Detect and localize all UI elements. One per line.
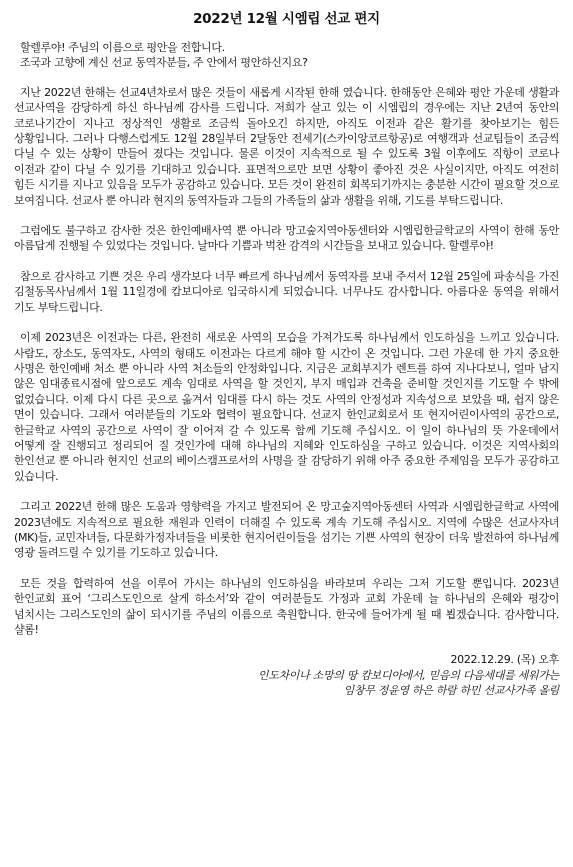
paragraph-center-and-school: 그리고 2022년 한해 많은 도움과 영향력을 가지고 발전되어 온 망고숲지역아동센터 사역과 시엠립한글학교 사역에 2023년에도 지속적으로 필요한 재원과 인력이 더해질 수 있도록 계속 기도해 주십시오. 지역에 수많은 선교사자녀(MK)들, 교민자녀들, 다문화가정자녀들을 비롯한 현지어린이들을 섬기는 기쁜 사역의 현장이 더욱 발전하여 하나님께 영광 돌려드릴 수 있기를 기도하고 있습니다. (14, 500, 559, 560)
signature-block (14, 652, 559, 698)
greeting-line: 조국과 고향에 계신 선교 동역자분들, 주 안에서 평안하신지요? (20, 56, 308, 70)
letter-title: 2022년 12월 시엠립 선교 편지 (193, 11, 380, 27)
signature-line: 인도차이나 소망의 땅 캄보디아에서, 믿음의 다음세대를 세워가는 (257, 668, 559, 682)
paragraph-year-review: 지난 2022년 한해는 선교4년차로서 많은 것들이 새롭게 시작된 한해 였습니다. 한해동안 은혜와 평안 가운데 생활과 선교사역을 감당하게 하신 하나님께 감사를 드립니다. 저희가 살고 있는 이 시엠립의 경우에는 지난 2년여 동안의 코로나기간이 지나고 정상적인 생활로 조금씩 돌아오긴 하지만, 아직도 이전과 같은 활기를 찾아보기는 힘든 상황입니다. 그러나 다행스럽게도 12월 28일부터 2달동안 전세기(스카이앙코르항공)로 여행객과 선교팀들이 조금씩 다닐 수 있는 상황이 만들어 졌다는 것입니다. 물론 이것이 지속적으로 될 수 있도록 3월 이후에도 직항이 코로나 이전과 같이 다닐 수 있기를 기대하고 있습니다. 표면적으로만 보면 상황이 좋아진 것은 사실이지만, 아직도 여전히 힘든 시기를 지나고 있음을 모두가 공감하고 있습니다. 모든 것이 완전히 회복되기까지는 충분한 시간이 필요할 것으로 보여집니다. 선교사 뿐 아니라 현지의 동역자들과 그들의 가족들의 삶과 생활을 위해, 기도를 부탁드립니다. (14, 85, 559, 207)
paragraph-2023-vision: 이제 2023년은 이전과는 다른, 완전히 새로운 사역의 모습을 가져가도록 하나님께서 인도하심을 느끼고 있습니다. 사람도, 장소도, 동역자도, 사역의 형태도 이전과는 다르게 해야 할 시간이 온 것입니다. 그런 가운데 한 가지 중요한 사명은 한인예배 처소 뿐 아니라 사역 처소들의 안정화입니다. 지금은 교회부지가 렌트를 하여 지나다보니, 얼마 남지 않은 임대종료시점에 앞으로도 계속 임대로 사역을 할 것인지, 부지 매입과 건축을 준비할 것인지를 기도할 수 밖에 없었습니다. 이제 다시 다른 곳으로 옮겨서 임대를 다시 하는 것도 사역의 안정성과 지속성으로 보았을 때, 쉽지 않은 면이 있습니다. 그래서 여러분들의 기도와 협력이 필요합니다. 선교지 한인교회로서 또 현지어린이사역의 공간으로, 한글학교 사역의 공간으로 사역이 잘 이어져 갈 수 있도록 함께 기도해 주십시오. 이 일이 하나님의 뜻 가운데에서 어떻게 잘 진행되고 정리되어 질 것인가에 대해 하나님의 지혜와 인도하심을 구하고 있습니다. 이것은 지역사회의 한인선교 뿐 아니라 현지인 선교의 베이스캠프로서의 사명을 잘 감당하기 위해 아주 중요한 주제임을 모두가 공감하고 있습니다. (14, 331, 559, 483)
signature-date: 2022.12.29. (목) 오후 (450, 653, 559, 667)
paragraph-closing: 모든 것을 합력하여 선을 이루어 가시는 하나님의 인도하심을 바라보며 우리는 그저 기도할 뿐입니다. 2023년 한인교회 표어 ‘그리스도인으로 살게 하소서’와 같이 여러분들도 가정과 교회 가운데 늘 하나님의 은혜와 평강이 넘치시는 그리스도인의 삶이 되시기를 주님의 이름으로 축원합니다. 한국에 들어가게 될 때 뵙겠습니다. 감사합니다. 샬롬! (14, 576, 559, 636)
paragraph-thanks-ministries: 그럼에도 불구하고 감사한 것은 한인예배사역 뿐 아니라 망고숲지역아동센터와 시엠립한글학교의 사역이 한해 동안 아름답게 진행될 수 있었다는 것입니다. 날마다 기쁨과 벅찬 감격의 시간들을 보내고 있습니다. 할렐루야! (14, 224, 559, 253)
signature-names: 임창무 정윤영 하은 하람 하민 선교사가족 올림 (343, 684, 559, 698)
greeting-block (14, 40, 559, 71)
paragraph-new-coworker: 참으로 감사하고 기쁜 것은 우리 생각보다 너무 빠르게 하나님께서 동역자를 보내 주셔서 12월 25일에 파송식을 가진 김철동목사님께서 1월 11일경에 캄보디아로 입국하시게 되었습니다. 너무나도 감사합니다. 아름다운 동역을 위해서 기도 부탁드립니다. (14, 269, 559, 314)
greeting-line: 할렐루야! 주님의 이름으로 평안을 전합니다. (20, 41, 225, 54)
